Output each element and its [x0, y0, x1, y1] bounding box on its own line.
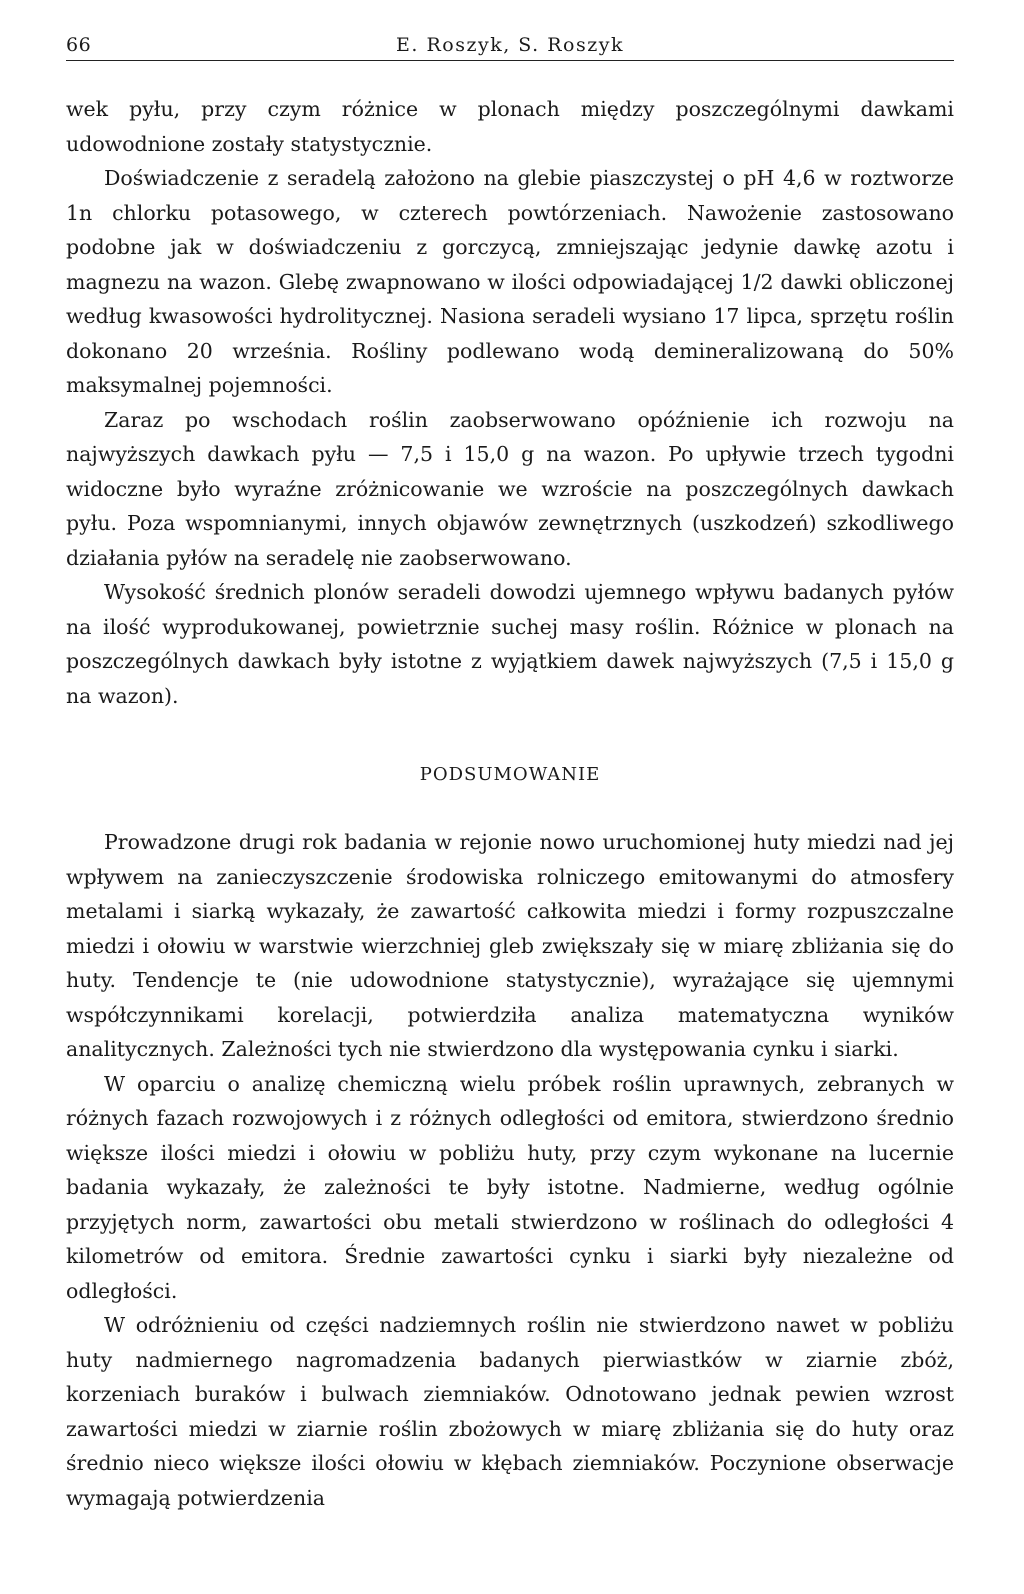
body-text: [66, 92, 954, 1515]
paragraph-continued: wek pyłu, przy czym różnice w plonach między poszczególnymi dawkami udowodnione zostały statystycznie.: [66, 97, 954, 156]
section-heading: PODSUMOWANIE: [419, 764, 601, 785]
paragraph-observations: Zaraz po wschodach roślin zaobserwowano opóźnienie ich rozwoju na najwyższych dawkach pyłu — 7,5 i 15,0 g na wazon. Po upływie trzech tygodni widoczne było wyraźne zróżnicowanie we wzroście na poszczególnych dawkach pyłu. Poza wspomnianymi, innych objawów zewnętrznych (uszkodzeń) szkodliwego działania pyłów na seradelę nie zaobserwowano.: [66, 407, 954, 570]
summary-paragraph-grain: W odróżnieniu od części nadziemnych roślin nie stwierdzono nawet w pobliżu huty nadmiernego nagromadzenia badanych pierwiastków w ziarnie zbóż, korzeniach buraków i bulwach ziemniaków. Odnotowano jednak pewien wzrost zawartości miedzi w ziarnie roślin zbożowych w miarę zbliżania się do huty oraz średnio nieco większe ilości ołowiu w kłębach ziemniaków. Poczynione obserwacje wymagają potwierdzenia: [66, 1313, 954, 1510]
summary-paragraph-soil: Prowadzone drugi rok badania w rejonie nowo uruchomionej huty miedzi nad jej wpływem na zanieczyszczenie środowiska rolniczego emitowanymi do atmosfery metalami i siarką wykazały, że zawartość całkowita miedzi i formy rozpuszczalne miedzi i ołowiu w warstwie wierzchniej gleb zwiększały się w miarę zbliżania się do huty. Tendencje te (nie udowodnione statystycznie), wyrażające się ujemnymi współczynnikami korelacji, potwierdziła analiza matematyczna wyników analitycznych. Zależności tych nie stwierdzono dla występowania cynku i siarki.: [66, 830, 954, 1061]
document-page: [66, 30, 954, 1515]
running-title: E. Roszyk, S. Roszyk: [396, 34, 624, 56]
summary-paragraph-plants: W oparciu o analizę chemiczną wielu próbek roślin uprawnych, zebranych w różnych fazach rozwojowych i z różnych odległości od emitora, stwierdzono średnio większe ilości miedzi i ołowiu w pobliżu huty, przy czym wykonane na lucernie badania wykazały, że zależności te były istotne. Nadmierne, według ogólnie przyjętych norm, zawartości obu metali stwierdzono w roślinach do odległości 4 kilometrów od emitora. Średnie zawartości cynku i siarki były niezależne od odległości.: [66, 1071, 954, 1303]
paragraph-yields: Wysokość średnich plonów seradeli dowodzi ujemnego wpływu badanych pyłów na ilość wyprodukowanej, powietrznie suchej masy roślin. Różnice w plonach na poszczególnych dawkach były istotne z wyjątkiem dawek najwyższych (7,5 i 15,0 g na wazon).: [66, 580, 954, 708]
page-number: 66: [66, 34, 92, 56]
paragraph-seradela-experiment: Doświadczenie z seradelą założono na glebie piaszczystej o pH 4,6 w roztworze 1n chlorku potasowego, w czterech powtórzeniach. Nawożenie zastosowano podobne jak w doświadczeniu z gorczycą, zmniejszając jedynie dawkę azotu i magnezu na wazon. Glebę zwapnowano w ilości odpowiadającej 1/2 dawki obliczonej według kwasowości hydrolitycznej. Nasiona seradeli wysiano 17 lipca, sprzętu roślin dokonano 20 września. Rośliny podlewano wodą demineralizowaną do 50% maksymalnej pojemności.: [66, 166, 954, 397]
running-header: [66, 30, 954, 61]
